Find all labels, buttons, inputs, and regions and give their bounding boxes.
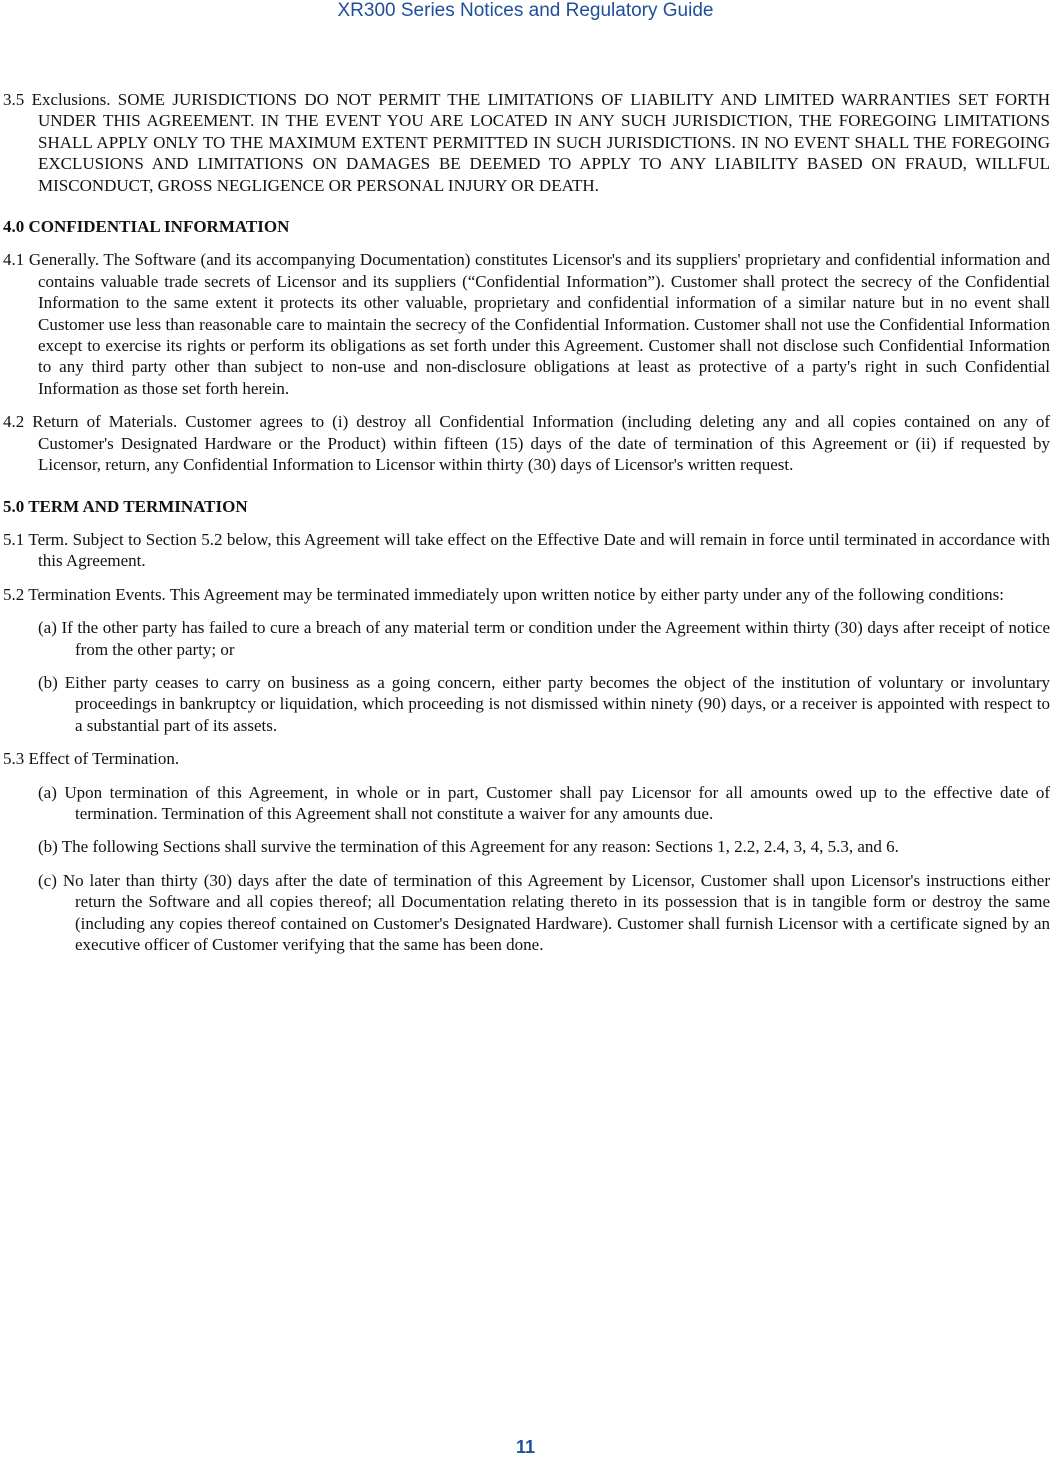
section-5-3-b: (b) The following Sections shall survive the termination of this Agreement for any reason: Sections 1, 2.2, 2.4, 3, 4, 5.3, and 6. bbox=[38, 837, 899, 857]
section-5-3-effect-of-termination: 5.3 Effect of Termination. bbox=[3, 749, 180, 769]
section-5-2-b: (b) Either party ceases to carry on business as a going concern, either party becomes the object of the institution of voluntary or involuntary proceedings in bankruptcy or liquidation, which proceeding is not dismissed within ninety (90) days, or a receiver is appointed with respect to a substantial part of its assets. bbox=[38, 672, 1050, 735]
section-5-3-a: (a) Upon termination of this Agreement, in whole or in part, Customer shall pay Licensor for all amounts owed up to the effective date of termination. Termination of this Agreement shall not constitute a waiver for any amounts due. bbox=[38, 782, 1050, 823]
section-5-1-term: 5.1 Term. Subject to Section 5.2 below, this Agreement will take effect on the Effective Date and will remain in force until terminated in accordance with this Agreement. bbox=[3, 529, 1050, 571]
heading-confidential-information: 4.0 CONFIDENTIAL INFORMATION bbox=[3, 217, 290, 237]
section-5-2-a: (a) If the other party has failed to cure a breach of any material term or condition under the Agreement within thirty (30) days after receipt of notice from the other party; or bbox=[38, 618, 1050, 659]
section-3-5-exclusions: 3.5 Exclusions. SOME JURISDICTIONS DO NOT PERMIT THE LIMITATIONS OF LIABILITY AND LIMITED WARRANTIES SET FORTH UNDER THIS AGREEMENT. IN THE EVENT YOU ARE LOCATED IN ANY SUCH JURISDICTION, THE FOREGOING LIMITATIONS SHALL APPLY ONLY TO THE MAXIMUM EXTENT PERMITTED IN SUCH JURISDICTIONS. IN NO EVENT SHALL THE FOREGOING EXCLUSIONS AND LIMITATIONS ON DAMAGES BE DEEMED TO APPLY TO ANY LIABILITY BASED ON FRAUD, WILLFUL MISCONDUCT, GROSS NEGLIGENCE OR PERSONAL INJURY OR DEATH. bbox=[3, 90, 1050, 195]
section-5-2-termination-events: 5.2 Termination Events. This Agreement may be terminated immediately upon written notice by either party under any of the following conditions: bbox=[3, 584, 1004, 604]
section-4-2-return-of-materials: 4.2 Return of Materials. Customer agrees to (i) destroy all Confidential Information (including deleting any and all copies contained on any of Customer's Designated Hardware or the Product) within fifteen (15) days of the date of termination of this Agreement or (ii) if requested by Licensor, return, any Confidential Information to Licensor within thirty (30) days of Licensor's written request. bbox=[3, 412, 1050, 475]
page-header: XR300 Series Notices and Regulatory Guide bbox=[337, 0, 714, 21]
document-body bbox=[3, 89, 1050, 955]
page-number: 11 bbox=[515, 1437, 536, 1457]
section-5-3-c: (c) No later than thirty (30) days after the date of termination of this Agreement by Licensor, Customer shall upon Licensor's instructions either return the Software and all copies thereof; all Documentation relating thereto in its possession that is in tangible form or destroy the same (including any copies thereof contained on Customer's Designated Hardware). Customer shall furnish Licensor with a certificate signed by an executive officer of Customer verifying that the same has been done. bbox=[38, 870, 1050, 954]
section-4-1-generally: 4.1 Generally. The Software (and its accompanying Documentation) constitutes Licensor's and its suppliers' proprietary and confidential information and contains valuable trade secrets of Licensor and its suppliers (“Confidential Information”). Customer shall protect the secrecy of the Confidential Information to the same extent it protects its other valuable, proprietary and confidential information of a similar nature but in no event shall Customer use less than reasonable care to maintain the secrecy of the Confidential Information. Customer shall not use the Confidential Information except to exercise its rights or perform its obligations as set forth under this Agreement. Customer shall not disclose such Confidential Information to any third party other than subject to non-use and non-disclosure obligations at least as protective of a party's right in such Confidential Information as those set forth herein. bbox=[3, 250, 1050, 398]
heading-term-and-termination: 5.0 TERM AND TERMINATION bbox=[3, 496, 248, 516]
